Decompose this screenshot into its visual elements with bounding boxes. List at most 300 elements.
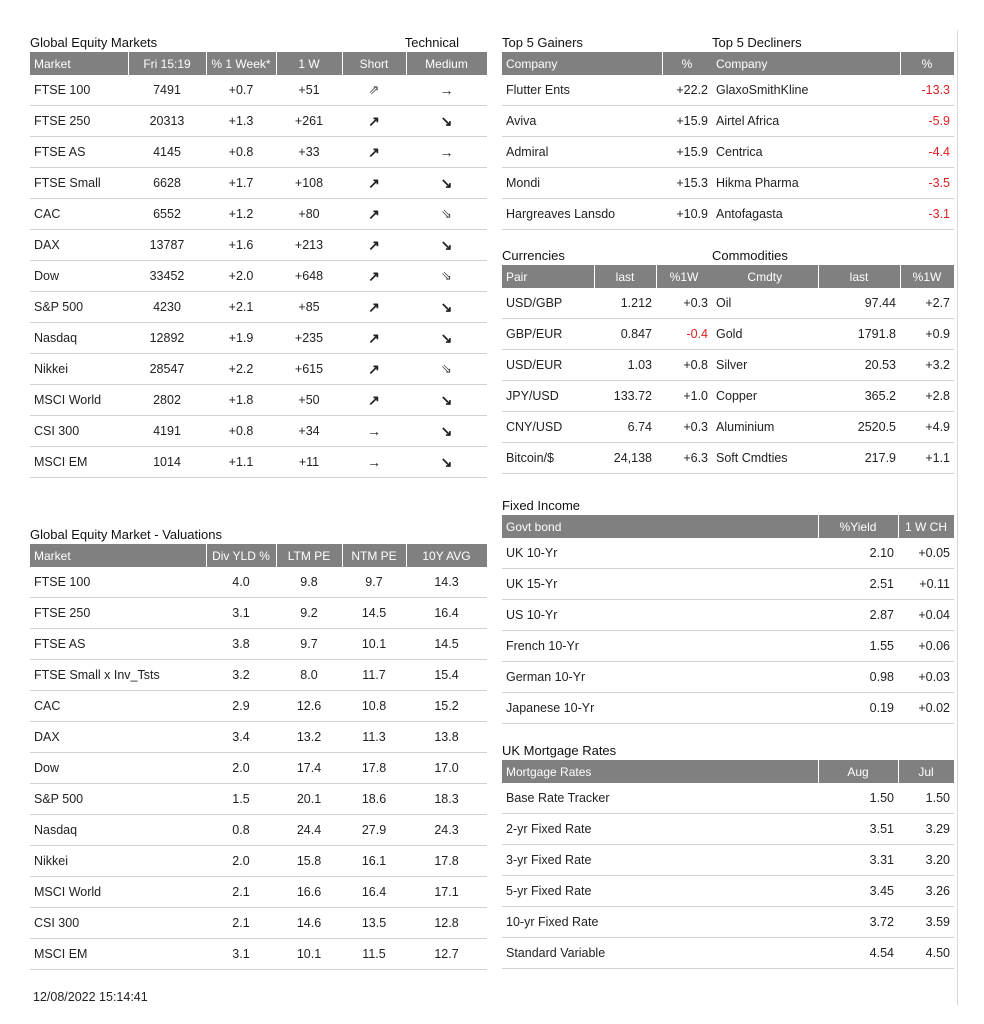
table-row: [30, 199, 487, 230]
table-cell: +11: [276, 447, 342, 478]
table-row: [30, 75, 487, 106]
down-right-arrow-icon: ↘: [440, 298, 453, 315]
table-cell: 2.10: [818, 538, 898, 569]
table-cell: S&P 500: [30, 784, 206, 815]
table-cell: 3.1: [206, 939, 276, 970]
down-right-arrow-icon: ↘: [440, 236, 453, 253]
table-cell: +235: [276, 323, 342, 354]
table-cell: 1.03: [594, 350, 656, 381]
trend-cell: [406, 199, 487, 230]
table-cell: Nikkei: [30, 846, 206, 877]
table-cell: 3.8: [206, 629, 276, 660]
table-cell: +0.8: [656, 350, 712, 381]
table-cell: FTSE AS: [30, 629, 206, 660]
table-cell: +3.2: [900, 350, 954, 381]
table-cell: +0.05: [898, 538, 954, 569]
table-cell: Hargreaves Lansdo: [502, 199, 662, 230]
table-cell: +1.1: [900, 443, 954, 474]
table-cell: +80: [276, 199, 342, 230]
valuations-panel: [30, 526, 488, 970]
trend-cell: [342, 106, 406, 137]
table-cell: +1.2: [206, 199, 276, 230]
table-cell: 11.7: [342, 660, 406, 691]
table-cell: 17.8: [342, 753, 406, 784]
column-header: Aug: [818, 760, 898, 783]
table-cell: 0.847: [594, 319, 656, 350]
table-cell: +0.06: [898, 631, 954, 662]
table-row: [502, 75, 712, 106]
up-right-arrow-icon: ↗: [368, 174, 380, 191]
table-cell: CNY/USD: [502, 412, 594, 443]
table-cell: Airtel Africa: [712, 106, 900, 137]
table-row: [502, 693, 954, 724]
gainers-panel: [502, 34, 713, 230]
table-cell: +0.9: [900, 319, 954, 350]
column-header: %: [662, 52, 712, 75]
table-cell: MSCI World: [30, 385, 128, 416]
trend-cell: [342, 168, 406, 199]
table-row: [30, 877, 487, 908]
gainers-title: Top 5 Gainers: [502, 35, 583, 50]
trend-cell: [342, 447, 406, 478]
column-header: % 1 Week*: [206, 52, 276, 75]
table-cell: 2.87: [818, 600, 898, 631]
table-cell: Nasdaq: [30, 815, 206, 846]
table-row: [30, 660, 487, 691]
table-cell: 3.2: [206, 660, 276, 691]
table-row: [712, 137, 954, 168]
trend-cell: [406, 106, 487, 137]
table-row: [712, 319, 954, 350]
table-cell: Soft Cmdties: [712, 443, 818, 474]
table-cell: USD/GBP: [502, 288, 594, 319]
trend-cell: [342, 137, 406, 168]
trend-cell: [342, 199, 406, 230]
up-right-arrow-icon: ↗: [368, 298, 380, 315]
table-cell: 15.4: [406, 660, 487, 691]
table-cell: Nasdaq: [30, 323, 128, 354]
table-cell: +15.3: [662, 168, 712, 199]
table-cell: DAX: [30, 722, 206, 753]
table-cell: 7491: [128, 75, 206, 106]
table-cell: -3.1: [900, 199, 954, 230]
table-cell: 4.54: [818, 938, 898, 969]
table-row: [712, 381, 954, 412]
right-arrow-icon: →: [439, 82, 454, 98]
table-cell: FTSE Small: [30, 168, 128, 199]
table-cell: +2.8: [900, 381, 954, 412]
table-cell: 14.6: [276, 908, 342, 939]
table-cell: Bitcoin/$: [502, 443, 594, 474]
decliners-title: Top 5 Decliners: [712, 35, 802, 50]
decliners-panel: [712, 34, 955, 230]
table-cell: S&P 500: [30, 292, 128, 323]
table-row: [502, 106, 712, 137]
table-row: [30, 722, 487, 753]
table-cell: 15.8: [276, 846, 342, 877]
table-cell: 0.98: [818, 662, 898, 693]
table-cell: UK 10-Yr: [502, 538, 818, 569]
currencies-title: Currencies: [502, 248, 565, 263]
table-cell: +0.02: [898, 693, 954, 724]
table-cell: 3.29: [898, 814, 954, 845]
table-cell: +2.7: [900, 288, 954, 319]
table-row: [502, 631, 954, 662]
column-header: Company: [502, 52, 662, 75]
table-cell: 17.1: [406, 877, 487, 908]
table-cell: 17.0: [406, 753, 487, 784]
column-header: NTM PE: [342, 544, 406, 567]
table-row: [30, 908, 487, 939]
table-row: [712, 199, 954, 230]
mortgage-title: UK Mortgage Rates: [502, 743, 617, 758]
table-row: [30, 230, 487, 261]
table-cell: +15.9: [662, 106, 712, 137]
table-cell: 10.1: [342, 629, 406, 660]
table-cell: 13.5: [342, 908, 406, 939]
table-row: [502, 412, 712, 443]
table-cell: 2802: [128, 385, 206, 416]
trend-cell: [406, 416, 487, 447]
column-header: Short: [342, 52, 406, 75]
table-cell: -0.4: [656, 319, 712, 350]
table-cell: Base Rate Tracker: [502, 783, 818, 814]
table-cell: GlaxoSmithKline: [712, 75, 900, 106]
table-cell: 3.1: [206, 598, 276, 629]
table-cell: 217.9: [818, 443, 900, 474]
equity-table: [30, 52, 488, 478]
column-header: last: [594, 265, 656, 288]
table-cell: FTSE AS: [30, 137, 128, 168]
down-right-hollow-arrow-icon: ⇘: [441, 268, 452, 283]
table-cell: +0.3: [656, 412, 712, 443]
column-header: Medium: [406, 52, 487, 75]
mortgage-table: [502, 760, 955, 969]
trend-cell: [342, 323, 406, 354]
table-cell: MSCI EM: [30, 447, 128, 478]
table-row: [502, 569, 954, 600]
table-cell: 4.50: [898, 938, 954, 969]
table-row: [30, 815, 487, 846]
trend-cell: [342, 292, 406, 323]
table-cell: 3.20: [898, 845, 954, 876]
gainers-table: [502, 52, 713, 230]
up-right-arrow-icon: ↗: [368, 360, 380, 377]
table-cell: 5-yr Fixed Rate: [502, 876, 818, 907]
table-cell: Aluminium: [712, 412, 818, 443]
table-cell: French 10-Yr: [502, 631, 818, 662]
table-cell: +33: [276, 137, 342, 168]
table-cell: +85: [276, 292, 342, 323]
table-row: [30, 416, 487, 447]
table-cell: +10.9: [662, 199, 712, 230]
table-row: [30, 385, 487, 416]
table-row: [502, 443, 712, 474]
down-right-arrow-icon: ↘: [440, 174, 453, 191]
table-cell: 3.45: [818, 876, 898, 907]
table-cell: 2.1: [206, 877, 276, 908]
commodities-title: Commodities: [712, 248, 788, 263]
table-cell: +1.0: [656, 381, 712, 412]
table-cell: 0.8: [206, 815, 276, 846]
mortgage-panel: [502, 742, 955, 969]
table-cell: -13.3: [900, 75, 954, 106]
table-cell: 15.2: [406, 691, 487, 722]
table-cell: Dow: [30, 261, 128, 292]
table-row: [502, 876, 954, 907]
table-cell: 1014: [128, 447, 206, 478]
table-row: [502, 600, 954, 631]
table-row: [30, 629, 487, 660]
table-cell: MSCI World: [30, 877, 206, 908]
table-row: [502, 662, 954, 693]
table-row: [502, 137, 712, 168]
trend-cell: [406, 137, 487, 168]
table-row: [30, 691, 487, 722]
table-cell: 4145: [128, 137, 206, 168]
table-cell: 16.4: [342, 877, 406, 908]
table-row: [502, 845, 954, 876]
column-header: Cmdty: [712, 265, 818, 288]
table-cell: +50: [276, 385, 342, 416]
table-cell: 20.1: [276, 784, 342, 815]
table-row: [712, 106, 954, 137]
column-header: Company: [712, 52, 900, 75]
table-row: [30, 168, 487, 199]
column-header: %: [900, 52, 954, 75]
currencies-panel: [502, 247, 713, 474]
trend-cell: [406, 230, 487, 261]
table-cell: US 10-Yr: [502, 600, 818, 631]
table-row: [502, 538, 954, 569]
table-cell: 8.0: [276, 660, 342, 691]
table-row: [712, 168, 954, 199]
down-right-hollow-arrow-icon: ⇘: [441, 206, 452, 221]
table-cell: +22.2: [662, 75, 712, 106]
commodities-panel: [712, 247, 955, 474]
table-row: [30, 106, 487, 137]
table-cell: 9.7: [342, 567, 406, 598]
table-cell: +34: [276, 416, 342, 447]
table-cell: +15.9: [662, 137, 712, 168]
table-row: [502, 288, 712, 319]
table-cell: UK 15-Yr: [502, 569, 818, 600]
table-cell: +0.3: [656, 288, 712, 319]
table-cell: +0.03: [898, 662, 954, 693]
fixed-income-title: Fixed Income: [502, 498, 581, 513]
right-arrow-icon: →: [367, 423, 381, 439]
table-cell: Copper: [712, 381, 818, 412]
decliners-table: [712, 52, 955, 230]
table-cell: Admiral: [502, 137, 662, 168]
table-cell: 11.3: [342, 722, 406, 753]
table-row: [712, 443, 954, 474]
table-cell: Mondi: [502, 168, 662, 199]
commodities-table: [712, 265, 955, 474]
trend-cell: [406, 168, 487, 199]
table-cell: USD/EUR: [502, 350, 594, 381]
table-cell: 4.0: [206, 567, 276, 598]
table-cell: 2.51: [818, 569, 898, 600]
up-right-arrow-icon: ↗: [368, 236, 380, 253]
trend-cell: [406, 447, 487, 478]
table-row: [712, 75, 954, 106]
table-row: [712, 288, 954, 319]
table-cell: DAX: [30, 230, 128, 261]
table-cell: 3-yr Fixed Rate: [502, 845, 818, 876]
up-right-arrow-icon: ↗: [368, 391, 380, 408]
table-cell: 3.4: [206, 722, 276, 753]
table-row: [502, 907, 954, 938]
trend-cell: [406, 354, 487, 385]
table-row: [502, 168, 712, 199]
table-cell: German 10-Yr: [502, 662, 818, 693]
column-header: Market: [30, 544, 206, 567]
table-row: [30, 292, 487, 323]
table-cell: 1.5: [206, 784, 276, 815]
trend-cell: [406, 75, 487, 106]
table-cell: MSCI EM: [30, 939, 206, 970]
table-cell: 10.1: [276, 939, 342, 970]
column-header: Govt bond: [502, 515, 818, 538]
timestamp: 12/08/2022 15:14:41: [33, 990, 148, 1004]
table-cell: 33452: [128, 261, 206, 292]
table-cell: Antofagasta: [712, 199, 900, 230]
table-cell: JPY/USD: [502, 381, 594, 412]
table-row: [502, 350, 712, 381]
table-cell: 27.9: [342, 815, 406, 846]
right-divider: [957, 30, 958, 1005]
up-right-hollow-arrow-icon: ⇗: [368, 82, 380, 97]
table-cell: 13.2: [276, 722, 342, 753]
table-row: [30, 784, 487, 815]
trend-cell: [406, 323, 487, 354]
table-cell: 17.4: [276, 753, 342, 784]
table-cell: +1.6: [206, 230, 276, 261]
table-cell: FTSE 100: [30, 75, 128, 106]
table-cell: 9.7: [276, 629, 342, 660]
table-row: [502, 381, 712, 412]
table-cell: Dow: [30, 753, 206, 784]
table-cell: Aviva: [502, 106, 662, 137]
table-cell: 0.19: [818, 693, 898, 724]
table-cell: 14.5: [342, 598, 406, 629]
table-row: [502, 199, 712, 230]
column-header: %Yield: [818, 515, 898, 538]
table-row: [712, 412, 954, 443]
table-row: [30, 137, 487, 168]
table-cell: Hikma Pharma: [712, 168, 900, 199]
trend-cell: [342, 75, 406, 106]
table-row: [30, 939, 487, 970]
table-cell: +6.3: [656, 443, 712, 474]
table-row: [30, 261, 487, 292]
column-header: last: [818, 265, 900, 288]
up-right-arrow-icon: ↗: [368, 205, 380, 222]
table-cell: 6628: [128, 168, 206, 199]
table-cell: -3.5: [900, 168, 954, 199]
table-cell: +2.1: [206, 292, 276, 323]
trend-cell: [342, 354, 406, 385]
column-header: Jul: [898, 760, 954, 783]
valuations-title: Global Equity Market - Valuations: [30, 527, 222, 542]
table-cell: 18.3: [406, 784, 487, 815]
trend-cell: [342, 385, 406, 416]
table-cell: 3.72: [818, 907, 898, 938]
table-cell: -5.9: [900, 106, 954, 137]
table-cell: Gold: [712, 319, 818, 350]
table-cell: 365.2: [818, 381, 900, 412]
table-cell: +1.8: [206, 385, 276, 416]
currencies-table: [502, 265, 713, 474]
down-right-arrow-icon: ↘: [440, 112, 453, 129]
table-cell: +648: [276, 261, 342, 292]
table-cell: +1.3: [206, 106, 276, 137]
down-right-hollow-arrow-icon: ⇘: [441, 361, 452, 376]
table-cell: 14.5: [406, 629, 487, 660]
table-cell: 3.31: [818, 845, 898, 876]
table-cell: FTSE 100: [30, 567, 206, 598]
column-header: Div YLD %: [206, 544, 276, 567]
table-cell: 97.44: [818, 288, 900, 319]
table-cell: 2.1: [206, 908, 276, 939]
table-cell: 9.8: [276, 567, 342, 598]
table-row: [712, 350, 954, 381]
table-row: [30, 753, 487, 784]
table-cell: FTSE Small x Inv_Tsts: [30, 660, 206, 691]
up-right-arrow-icon: ↗: [368, 329, 380, 346]
table-cell: 1.212: [594, 288, 656, 319]
table-cell: FTSE 250: [30, 106, 128, 137]
column-header: LTM PE: [276, 544, 342, 567]
table-row: [30, 567, 487, 598]
table-cell: +4.9: [900, 412, 954, 443]
table-cell: Standard Variable: [502, 938, 818, 969]
column-header: 1 W: [276, 52, 342, 75]
right-arrow-icon: →: [367, 454, 381, 470]
trend-cell: [406, 292, 487, 323]
table-cell: 11.5: [342, 939, 406, 970]
table-cell: 18.6: [342, 784, 406, 815]
column-header: Market: [30, 52, 128, 75]
table-row: [502, 814, 954, 845]
table-cell: +1.7: [206, 168, 276, 199]
down-right-arrow-icon: ↘: [440, 453, 453, 470]
table-cell: Centrica: [712, 137, 900, 168]
table-cell: 2.9: [206, 691, 276, 722]
table-cell: Japanese 10-Yr: [502, 693, 818, 724]
table-cell: 13.8: [406, 722, 487, 753]
table-cell: 20.53: [818, 350, 900, 381]
table-cell: Flutter Ents: [502, 75, 662, 106]
table-cell: CSI 300: [30, 908, 206, 939]
table-cell: 4191: [128, 416, 206, 447]
fixed-income-panel: [502, 497, 955, 724]
up-right-arrow-icon: ↗: [368, 267, 380, 284]
down-right-arrow-icon: ↘: [440, 391, 453, 408]
table-cell: Oil: [712, 288, 818, 319]
equity-title: Global Equity Markets: [30, 35, 158, 50]
trend-cell: [406, 261, 487, 292]
table-cell: 1791.8: [818, 319, 900, 350]
down-right-arrow-icon: ↘: [440, 329, 453, 346]
table-cell: 12.8: [406, 908, 487, 939]
table-cell: 10.8: [342, 691, 406, 722]
table-cell: 10-yr Fixed Rate: [502, 907, 818, 938]
table-cell: 12.6: [276, 691, 342, 722]
table-cell: FTSE 250: [30, 598, 206, 629]
table-cell: 9.2: [276, 598, 342, 629]
